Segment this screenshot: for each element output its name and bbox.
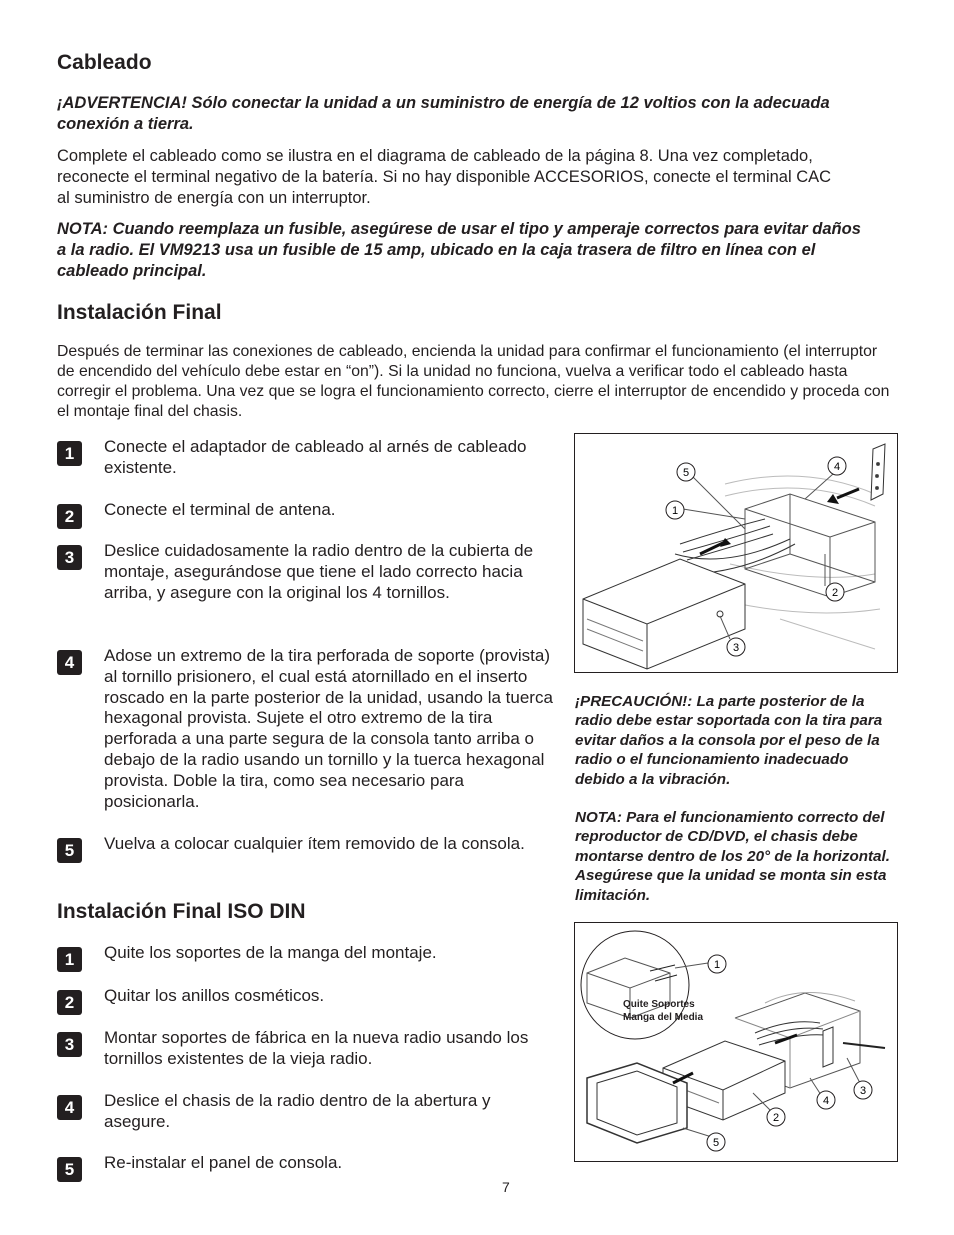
- iso-step-4: [57, 1091, 557, 1133]
- step-text: Adose un extremo de la tira perforada de soporte (provista) al tornillo prisionero, el cual está atornillado en el inserto roscado en la parte posterior de la unidad, usando la tuerca hexagonal provista. Sujete el otro extremo de la tira perforada a una parte segura de la consola tanto arriba o debajo de la radio usando un tornillo y la tuerca hexagonal provista. Doble la tira, como sea necesario para posicionarla.: [104, 646, 553, 811]
- step-text: Deslice cuidadosamente la radio dentro de la cubierta de montaje, asegurándose que tiene el lado correcto hacia arriba, y asegure con la original los 4 tornillos.: [104, 541, 534, 602]
- iso-step-3: [57, 1028, 557, 1070]
- caution-note: ¡PRECAUCIÓN!: La parte posterior de la radio debe estar soportada con la tira para evitar daños a la consola por el peso de la radio o el funcionamiento inadecuado debido a la vibración.: [575, 693, 883, 788]
- inset-label-line2: Manga del Media: [623, 1012, 704, 1023]
- iso-din-illustration: [575, 923, 897, 1161]
- svg-text:5: 5: [682, 467, 690, 479]
- svg-text:2: 2: [772, 1112, 780, 1124]
- step-number-badge: 4: [57, 650, 82, 675]
- page-number: 7: [502, 1179, 510, 1195]
- wiring-body: Complete el cableado como se ilustra en el diagrama de cableado de la página 8. Una vez completado, reconecte el terminal negativo de la batería. Si no hay disponible ACCESORIOS, conecte el terminal CAC al suministro de energía con un interruptor.: [57, 147, 832, 207]
- step-text: Conecte el adaptador de cableado al arnés de cableado existente.: [104, 437, 527, 477]
- step-number-badge: 3: [57, 1032, 82, 1057]
- callout-2: [826, 583, 844, 601]
- step-number-badge: 5: [57, 838, 82, 863]
- final-step-5: [57, 834, 557, 860]
- final-install-figure: [574, 433, 898, 673]
- step-number-badge: 3: [57, 545, 82, 570]
- svg-text:3: 3: [859, 1085, 867, 1097]
- callout-3: [854, 1081, 872, 1099]
- svg-text:4: 4: [833, 461, 841, 473]
- final-step-2: [57, 500, 557, 526]
- final-step-3: [57, 541, 557, 603]
- callout-4: [828, 457, 846, 475]
- step-number-badge: 2: [57, 990, 82, 1015]
- svg-text:1: 1: [671, 505, 679, 517]
- step-text: Conecte el terminal de antena.: [104, 500, 336, 519]
- section-title-cableado: Cableado: [57, 51, 152, 74]
- svg-text:2: 2: [831, 587, 839, 599]
- radio-install-illustration: [575, 434, 897, 672]
- step-text: Quitar los anillos cosméticos.: [104, 986, 325, 1005]
- callout-2: [767, 1108, 785, 1126]
- section-title-final-install: Instalación Final: [57, 301, 222, 324]
- step-number-badge: 5: [57, 1157, 82, 1182]
- angle-note: NOTA: Para el funcionamiento correcto del reproductor de CD/DVD, el chasis debe montarse dentro de los 20° de la horizontal. Asegúrese que la unidad se monta sin esta limitación.: [575, 809, 890, 904]
- step-number-badge: 2: [57, 504, 82, 529]
- svg-text:4: 4: [822, 1095, 830, 1107]
- wiring-warning: ¡ADVERTENCIA! Sólo conectar la unidad a un suministro de energía de 12 voltios con la adecuada conexión a tierra.: [57, 94, 830, 133]
- callout-5: [707, 1133, 725, 1151]
- callout-1: [666, 501, 684, 519]
- final-step-4: [57, 646, 557, 812]
- step-text: Vuelva a colocar cualquier ítem removido de la consola.: [104, 834, 525, 853]
- svg-text:5: 5: [712, 1137, 720, 1149]
- iso-din-figure: [574, 922, 898, 1162]
- fuse-note: NOTA: Cuando reemplaza un fusible, asegúrese de usar el tipo y amperaje correctos para evitar daños a la radio. El VM9213 usa un fusible de 15 amp, ubicado en la caja trasera de filtro en línea con el cableado principal.: [57, 220, 861, 280]
- inset-label-line1: Quite Soportes: [623, 999, 695, 1010]
- step-text: Deslice el chasis de la radio dentro de la abertura y asegure.: [104, 1091, 491, 1131]
- final-install-intro: Después de terminar las conexiones de cableado, encienda la unidad para confirmar el funcionamiento (el interruptor de encendido del vehículo debe estar en “on”). Si la unidad no funciona, vuelva a verificar todo el cableado hasta corregir el problema. Una vez que se logra el funcionamiento correcto, cierre el interruptor de encendido y proceda con el montaje final del chasis.: [57, 343, 890, 420]
- step-text: Montar soportes de fábrica en la nueva radio usando los tornillos existentes de la vieja radio.: [104, 1028, 529, 1068]
- step-number-badge: 1: [57, 947, 82, 972]
- callout-5: [677, 463, 695, 481]
- final-step-1: [57, 437, 557, 479]
- svg-text:3: 3: [732, 642, 740, 654]
- callout-1: [708, 955, 726, 973]
- iso-step-5: [57, 1153, 557, 1179]
- callout-3: [727, 638, 745, 656]
- step-text: Quite los soportes de la manga del montaje.: [104, 943, 437, 962]
- step-number-badge: 4: [57, 1095, 82, 1120]
- iso-step-1: [57, 943, 557, 969]
- step-text: Re-instalar el panel de consola.: [104, 1153, 343, 1172]
- step-number-badge: 1: [57, 441, 82, 466]
- svg-text:1: 1: [713, 959, 721, 971]
- section-title-iso-din: Instalación Final ISO DIN: [57, 900, 306, 923]
- callout-4: [817, 1091, 835, 1109]
- iso-step-2: [57, 986, 557, 1012]
